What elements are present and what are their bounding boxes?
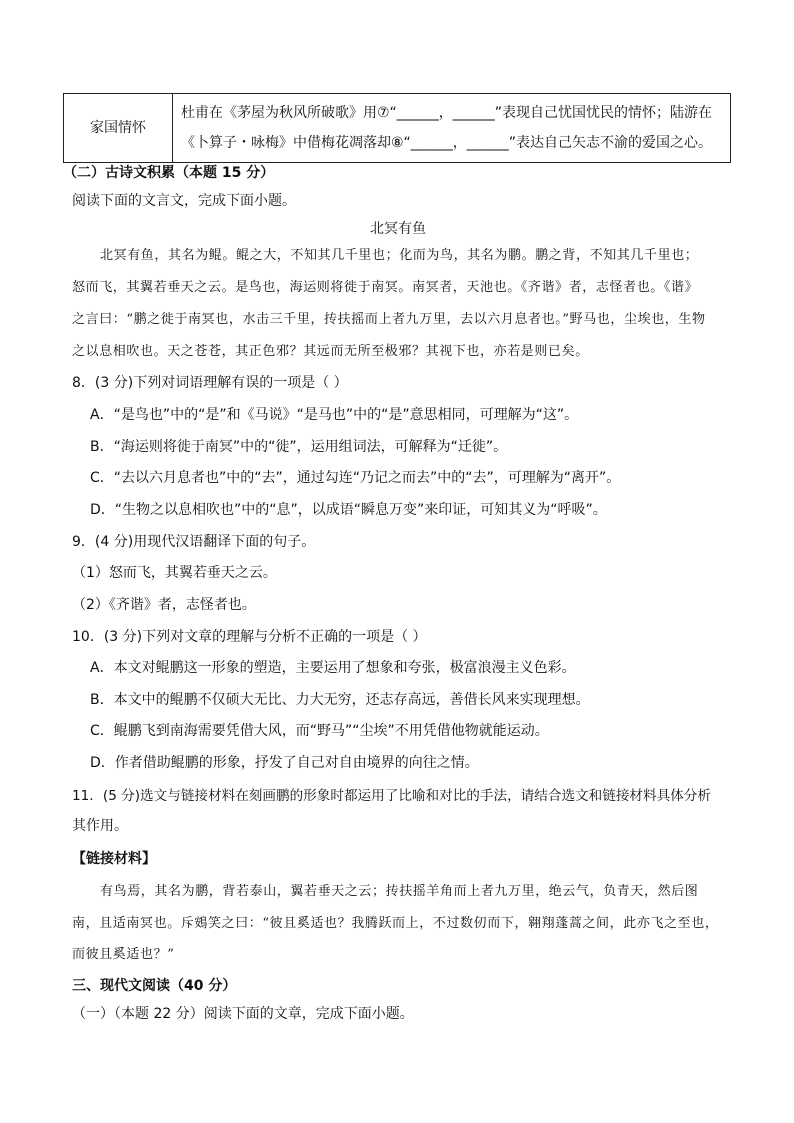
section-3-heading: 三、现代文阅读（40 分） bbox=[72, 978, 237, 994]
passage-line-3: 之言曰：“鹏之徙于南冥也，水击三千里，抟扶摇而上者九万里，去以六月息者也。”野马也，尘埃也，生物 bbox=[72, 312, 706, 327]
passage-line-2: 怒而飞，其翼若垂天之云。是鸟也，海运则将徙于南冥。南冥者，天池也。《齐谐》者，志怪者也。《谐》 bbox=[72, 280, 699, 295]
section-2-instruction: 阅读下面的文言文，完成下面小题。 bbox=[72, 193, 296, 209]
link-material-heading: 【链接材料】 bbox=[72, 851, 156, 867]
table-family-country bbox=[63, 93, 731, 163]
question-10-option-c: C．鲲鹏飞到南海需要凭借大风，而“野马”“尘埃”不用凭借他物就能运动。 bbox=[90, 723, 549, 739]
table-content-cell bbox=[173, 94, 731, 163]
table-category-cell: 家国情怀 bbox=[64, 94, 173, 163]
link-material-line-3: 而彼且奚适也？” bbox=[72, 947, 175, 962]
question-10-option-d: D．作者借助鲲鹏的形象，抒发了自己对自由境界的向往之情。 bbox=[90, 755, 479, 771]
question-11-line-1: 11．(5 分)选文与链接材料在刻画鹏的形象时都运用了比喻和对比的手法，请结合选文和链接材料具体分析 bbox=[72, 788, 711, 804]
question-8-stem: 8．(3 分)下列对词语理解有误的一项是（ ） bbox=[72, 375, 348, 391]
question-9-stem: 9．(4 分)用现代汉语翻译下面的句子。 bbox=[72, 534, 316, 550]
question-8-option-a: A．“是鸟也”中的“是”和《马说》“是马也”中的“是”意思相同，可理解为“这”。 bbox=[90, 407, 579, 423]
table-line-1: 杜甫在《茅屋为秋风所破歌》用⑦“______，______”表现自己忧国忧民的情怀；陆游在 bbox=[181, 105, 713, 121]
question-8-option-d: D．“生物之以息相吹也”中的“息”，以成语“瞬息万变”来印证，可知其义为“呼吸”。 bbox=[90, 502, 607, 518]
passage-line-1: 北冥有鱼，其名为鲲。鲲之大，不知其几千里也；化而为鸟，其名为鹏。鹏之背，不知其几千里也； bbox=[100, 248, 699, 263]
passage-line-4: 之以息相吹也。天之苍苍，其正色邪？其远而无所至极邪？其视下也，亦若是则已矣。 bbox=[72, 344, 589, 359]
question-9-item-1: （1）怒而飞，其翼若垂天之云。 bbox=[72, 565, 277, 581]
question-10-option-a: A．本文对鲲鹏这一形象的塑造，主要运用了想象和夸张，极富浪漫主义色彩。 bbox=[90, 660, 576, 676]
question-8-option-b: B．“海运则将徙于南冥”中的“徙”，运用组词法，可解释为“迁徙”。 bbox=[90, 439, 508, 455]
question-10-option-b: B．本文中的鲲鹏不仅硕大无比、力大无穷，还志存高远，善借长风来实现理想。 bbox=[90, 692, 590, 708]
link-material-line-1: 有鸟焉，其名为鹏，背若泰山，翼若垂天之云；抟扶摇羊角而上者九万里，绝云气，负青天，然后图 bbox=[100, 884, 699, 899]
passage-title: 北冥有鱼 bbox=[370, 221, 426, 237]
question-9-item-2: （2）《齐谐》者，志怪者也。 bbox=[72, 597, 256, 613]
table-line-2: 《卜算子・咏梅》中借梅花凋落却⑧“______，______”表达自己矢志不渝的爱国之心。 bbox=[181, 135, 713, 151]
question-10-stem: 10．(3 分)下列对文章的理解与分析不正确的一项是（ ） bbox=[72, 629, 427, 645]
link-material-line-2: 南，且适南冥也。斥鴳笑之曰：“彼且奚适也？我腾跃而上，不过数仞而下，翱翔蓬蒿之间，此亦飞之至也， bbox=[72, 916, 719, 931]
question-8-option-c: C．“去以六月息者也”中的“去”，通过勾连“乃记之而去”中的“去”，可理解为“离开”。 bbox=[90, 470, 621, 486]
question-11-line-2: 其作用。 bbox=[72, 818, 128, 834]
section-2-heading: （二）古诗文积累（本题 15 分） bbox=[63, 165, 275, 181]
section-3-subheading: （一）（本题 22 分）阅读下面的文章，完成下面小题。 bbox=[72, 1006, 414, 1022]
